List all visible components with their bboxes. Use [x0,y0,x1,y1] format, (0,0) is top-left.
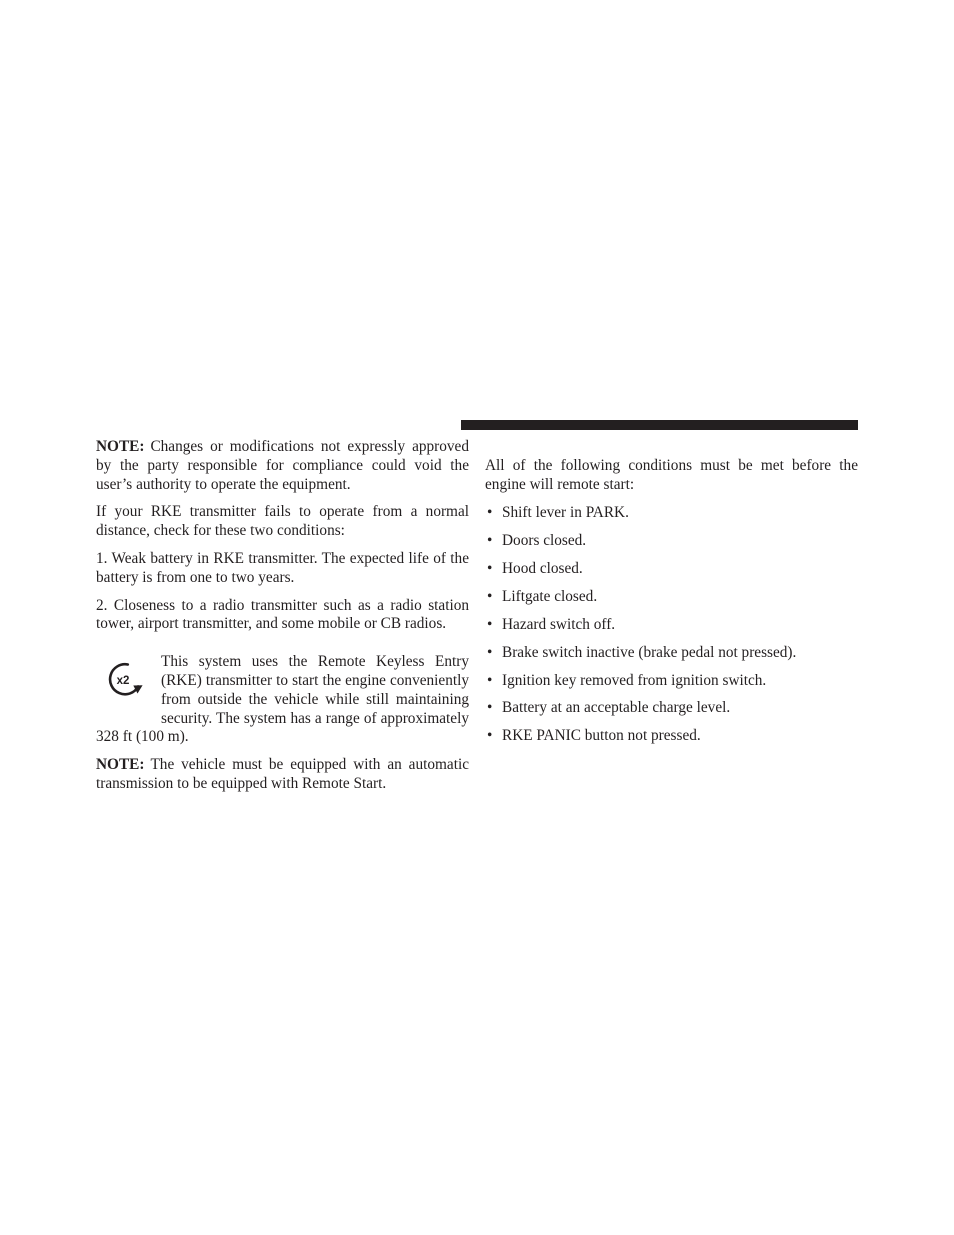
conditions-intro: All of the following conditions must be met before the engine will remote start: [485,457,858,493]
paragraph-rke-fails: If your RKE transmitter fails to operate from a normal distance, check for these two conditions: [96,503,469,540]
list-item: • Brake switch inactive (brake pedal not pressed). [487,643,797,661]
bullet: • [487,559,493,577]
bullet: • [487,727,493,745]
section-header-bar [461,420,858,430]
list-item: • Ignition key removed from ignition switch. [487,671,767,689]
remote-start-description: This system uses the Remote Keyless Entry (RKE) transmitter to start the engine conveniently from outside the vehicle while still maintaining security. The system has a range of approximately 328 ft (100 m). [96,653,469,746]
bullet: • [487,699,493,717]
note-text: Changes or modifications not expressly approved by the party responsible for compliance could void the user’s authority to operate the equipment. [96,438,469,493]
right-column [485,457,858,755]
condition-weak-battery: 1. Weak battery in RKE transmitter. The expected life of the battery is from one to two years. [96,549,469,586]
note-changes [96,438,469,494]
conditions-list [485,504,858,747]
bullet: • [487,531,493,549]
list-item: • Hood closed. [487,559,583,577]
list-item: • Liftgate closed. [487,587,598,605]
list-item: • Shift lever in PARK. [487,503,629,521]
bullet: • [487,587,493,605]
bullet: • [487,643,493,661]
condition-radio-transmitter: 2. Closeness to a radio transmitter such as a radio station tower, airport transmitter, and some mobile or CB radios. [96,596,469,633]
list-item: • Doors closed. [487,531,587,549]
list-item: • Hazard switch off. [487,615,616,633]
note-text: The vehicle must be equipped with an automatic transmission to be equipped with Remote Start. [96,756,469,792]
note-label: NOTE: [96,438,145,455]
list-item: • Battery at an acceptable charge level. [487,699,731,717]
remote-start-block [96,653,469,747]
note-label: NOTE: [96,756,145,774]
bullet: • [487,503,493,521]
bullet: • [487,615,493,633]
note-automatic-transmission [96,756,469,794]
remote-start-icon [96,653,152,711]
remote-start-icon-label: x2 [116,675,130,688]
left-column [96,438,469,803]
list-item: • RKE PANIC button not pressed. [487,727,701,745]
bullet: • [487,671,493,689]
